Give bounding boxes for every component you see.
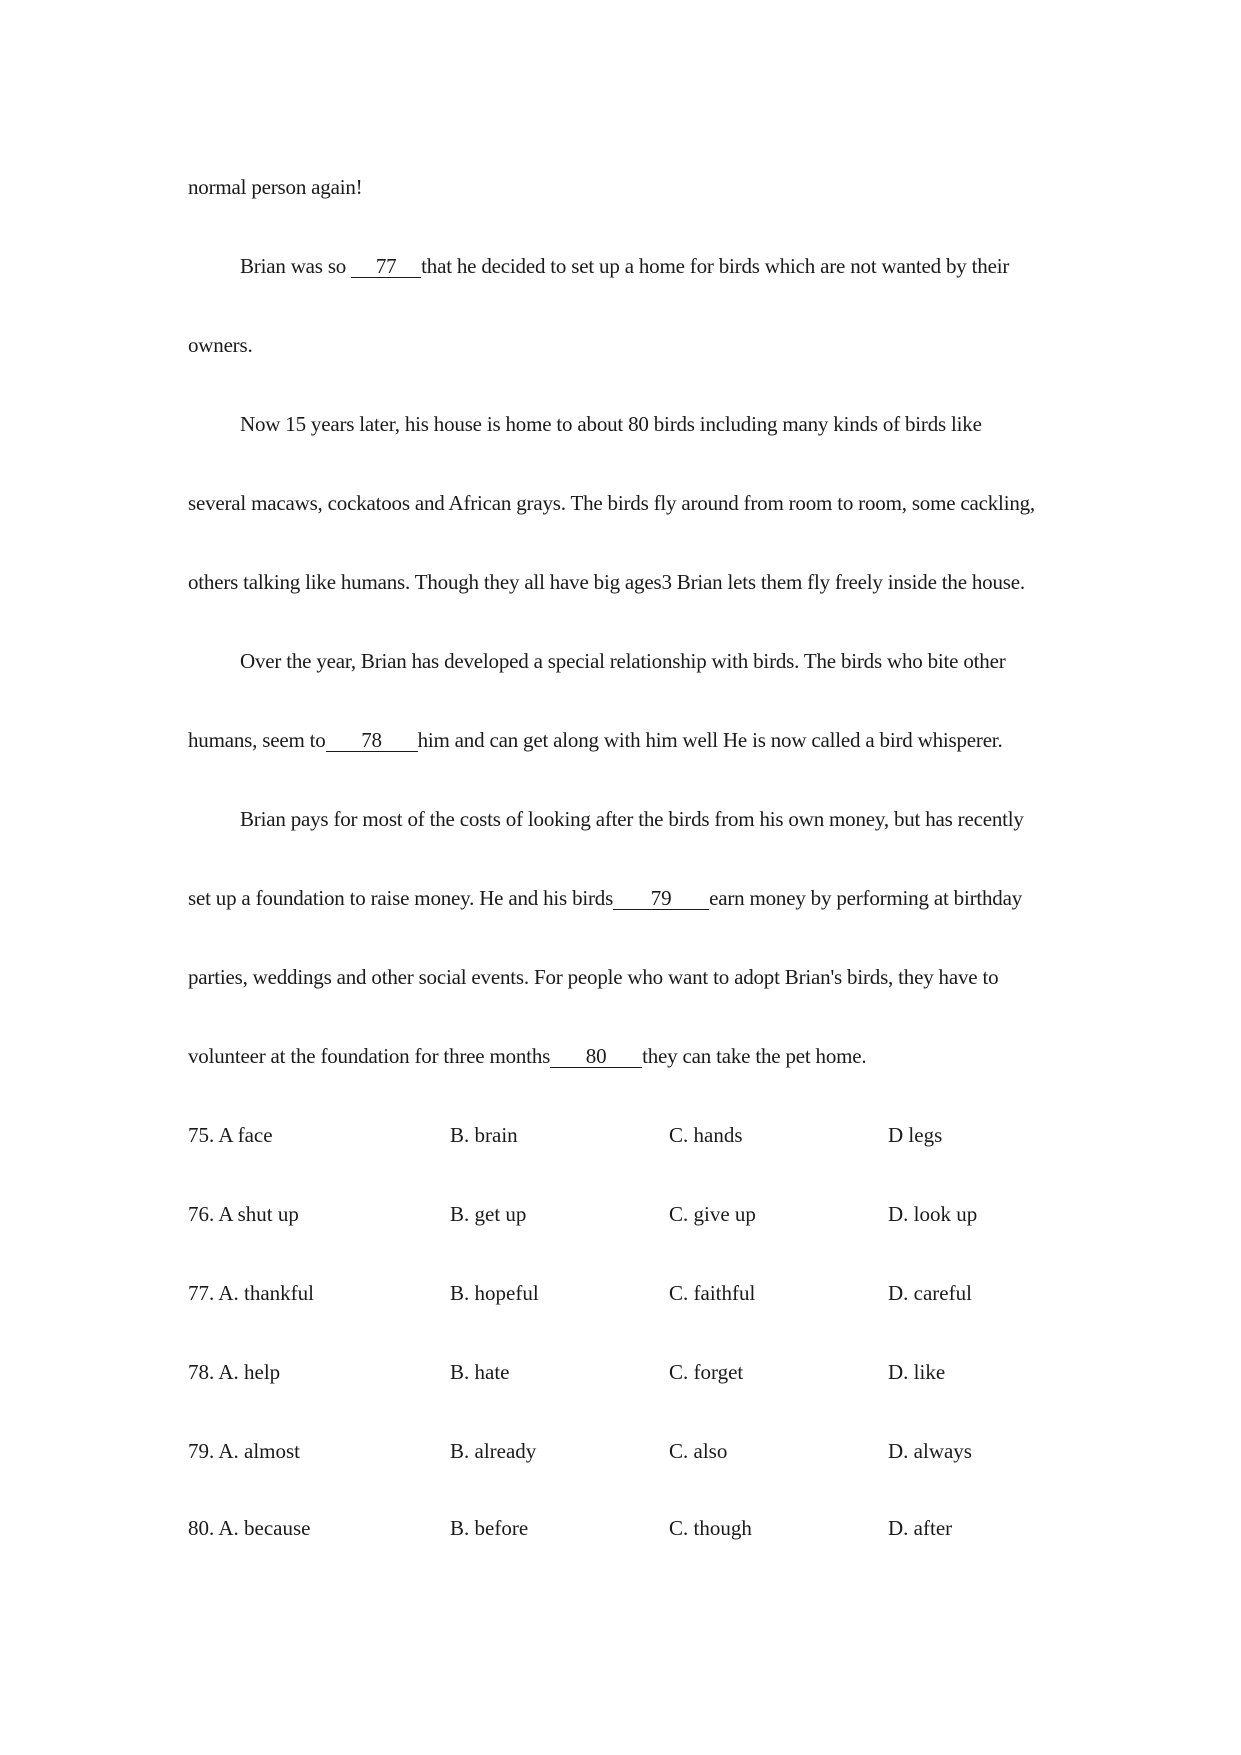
passage-line-1: normal person again! bbox=[188, 175, 363, 199]
passage-line-9: Brian pays for most of the costs of looking after the birds from his own money, but has recently bbox=[240, 807, 1024, 831]
passage-line-2 bbox=[240, 253, 1009, 279]
passage-line-11: parties, weddings and other social events. For people who want to adopt Brian's birds, they have to bbox=[188, 965, 999, 989]
option-c: C. also bbox=[669, 1439, 728, 1463]
option-a: 76. A shut up bbox=[188, 1202, 299, 1226]
option-c: C. though bbox=[669, 1516, 752, 1540]
option-b: B. before bbox=[450, 1516, 529, 1540]
passage-text: Brian was so bbox=[240, 254, 352, 278]
passage-text: they can take the pet home. bbox=[642, 1044, 867, 1068]
passage-line-3: owners. bbox=[188, 333, 253, 357]
passage-text: earn money by performing at birthday bbox=[709, 886, 1023, 910]
option-b: B. get up bbox=[450, 1202, 527, 1226]
option-a: 77. A. thankful bbox=[188, 1281, 314, 1305]
passage-line-8 bbox=[188, 727, 1003, 753]
option-c: C. give up bbox=[669, 1202, 756, 1226]
passage-text: him and can get along with him well He is now called a bird whisperer. bbox=[417, 728, 1003, 752]
option-b: B. brain bbox=[450, 1123, 518, 1147]
option-a: 75. A face bbox=[188, 1123, 273, 1147]
option-b: B. already bbox=[450, 1439, 537, 1463]
option-d: D. look up bbox=[888, 1202, 978, 1226]
option-d: D. after bbox=[888, 1516, 953, 1540]
passage-line-7: Over the year, Brian has developed a special relationship with birds. The birds who bite other bbox=[240, 649, 1006, 673]
passage-line-10 bbox=[188, 885, 1022, 911]
option-b: B. hopeful bbox=[450, 1281, 539, 1305]
option-a: 80. A. because bbox=[188, 1516, 311, 1540]
option-c: C. hands bbox=[669, 1123, 743, 1147]
option-d: D. like bbox=[888, 1360, 946, 1384]
passage-line-5: several macaws, cockatoos and African grays. The birds fly around from room to room, some cackling, bbox=[188, 491, 1035, 515]
blank-77: 77 bbox=[351, 255, 421, 278]
option-a: 78. A. help bbox=[188, 1360, 281, 1384]
option-d: D legs bbox=[888, 1123, 943, 1147]
option-d: D. careful bbox=[888, 1281, 972, 1305]
passage-line-12 bbox=[188, 1043, 866, 1069]
passage-text: humans, seem to bbox=[188, 728, 326, 752]
option-d: D. always bbox=[888, 1439, 972, 1463]
option-c: C. faithful bbox=[669, 1281, 756, 1305]
passage-text: that he decided to set up a home for birds which are not wanted by their bbox=[421, 254, 1010, 278]
passage-line-4: Now 15 years later, his house is home to about 80 birds including many kinds of birds like bbox=[240, 412, 982, 436]
passage-line-6: others talking like humans. Though they all have big ages3 Brian lets them fly freely inside the house. bbox=[188, 570, 1025, 594]
option-a: 79. A. almost bbox=[188, 1439, 301, 1463]
blank-79: 79 bbox=[613, 887, 709, 910]
option-c: C. forget bbox=[669, 1360, 744, 1384]
document-page bbox=[188, 0, 1068, 1755]
passage-text: volunteer at the foundation for three months bbox=[188, 1044, 551, 1068]
passage-text: set up a foundation to raise money. He and his birds bbox=[188, 886, 614, 910]
blank-78: 78 bbox=[326, 729, 418, 752]
option-b: B. hate bbox=[450, 1360, 510, 1384]
blank-80: 80 bbox=[550, 1045, 642, 1068]
